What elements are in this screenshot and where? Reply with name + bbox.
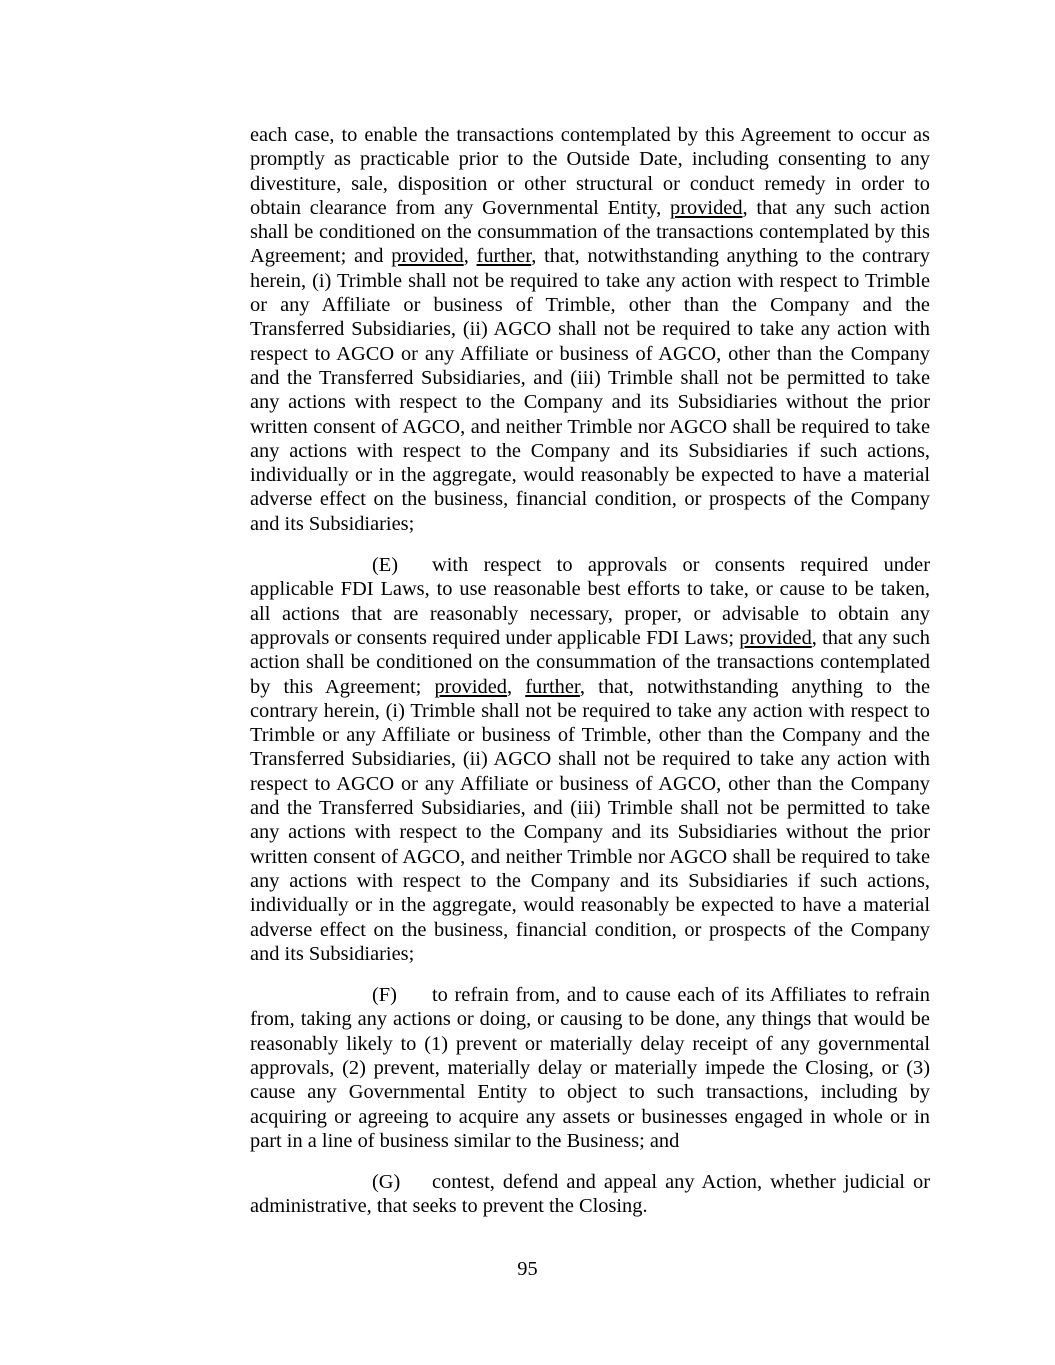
document-body bbox=[250, 123, 930, 1236]
text-segment: , that, notwithstanding anything to the contrary herein, (i) Trimble shall not be required to take any action with respect to Trimble or any Affiliate or business of Trimble, other than the Company and the Transferred Subsidiaries, (ii) AGCO shall not be required to take any action with respect to AGCO or any Affiliate or business of AGCO, other than the Company and the Transferred Subsidiaries, and (iii) Trimble shall not be permitted to take any actions with respect to the Company and its Subsidiaries without the prior written consent of AGCO, and neither Trimble nor AGCO shall be required to take any actions with respect to the Company and its Subsidiaries if such actions, individually or in the aggregate, would reasonably be expected to have a material adverse effect on the business, financial condition, or prospects of the Company and its Subsidiaries; bbox=[250, 245, 930, 535]
underlined-term: further bbox=[525, 675, 580, 698]
text-segment: , bbox=[463, 245, 477, 268]
paragraph bbox=[250, 1170, 930, 1219]
text-segment: , bbox=[506, 675, 526, 698]
text-segment: each case, to enable the transactions contemplated by this Agreement to occur as promptly as practicable prior to the Outside Date, including consenting to any divestiture, sale, disposition or other structural or conduct remedy in order to obtain clearance from any Governmental Entity, bbox=[250, 124, 930, 219]
paragraph-label: (E) bbox=[372, 554, 399, 577]
text-segment: with respect to approvals or consents required under applicable FDI Laws, to use reasonable best efforts to take, or cause to be taken, all actions that are reasonably necessary, proper, or advisable to obtain any approvals or consents required under applicable FDI Laws; bbox=[250, 554, 930, 649]
paragraph bbox=[250, 983, 930, 1153]
underlined-term: provided bbox=[670, 196, 743, 219]
underlined-term: provided bbox=[391, 245, 464, 268]
paragraph-label: (G) bbox=[372, 1171, 401, 1194]
underlined-term: provided bbox=[434, 675, 507, 698]
paragraph bbox=[250, 123, 930, 536]
text-segment: , that, notwithstanding anything to the contrary herein, (i) Trimble shall not be required to take any action with respect to Trimble or any Affiliate or business of Trimble, other than the Company and the Transferred Subsidiaries, (ii) AGCO shall not be required to take any action with respect to AGCO or any Affiliate or business of AGCO, other than the Company and the Transferred Subsidiaries, and (iii) Trimble shall not be permitted to take any actions with respect to the Company and its Subsidiaries without the prior written consent of AGCO, and neither Trimble nor AGCO shall be required to take any actions with respect to the Company and its Subsidiaries if such actions, individually or in the aggregate, would reasonably be expected to have a material adverse effect on the business, financial condition, or prospects of the Company and its Subsidiaries; bbox=[250, 675, 930, 965]
underlined-term: further bbox=[476, 245, 532, 268]
page-number: 95 bbox=[517, 1258, 538, 1280]
paragraph bbox=[250, 553, 930, 966]
text-segment: , that any such action shall be conditioned on the consummation of the transactions contemplated by this Agreement; and bbox=[250, 196, 931, 268]
text-segment: to refrain from, and to cause each of its Affiliates to refrain from, taking any actions or doing, or causing to be done, any things that would be reasonably likely to (1) prevent or materially delay receipt of any governmental approvals, (2) prevent, materially delay or materially impede the Closing, or (3) cause any Governmental Entity to object to such transactions, including by acquiring or agreeing to acquire any assets or businesses engaged in whole or in part in a line of business similar to the Business; and bbox=[250, 984, 930, 1152]
underlined-term: provided bbox=[739, 626, 812, 649]
text-segment: , that any such action shall be conditioned on the consummation of the transactions contemplated by this Agreement; bbox=[250, 626, 930, 698]
text-segment: contest, defend and appeal any Action, whether judicial or administrative, that seeks to prevent the Closing. bbox=[250, 1171, 930, 1218]
paragraph-label: (F) bbox=[372, 984, 397, 1007]
